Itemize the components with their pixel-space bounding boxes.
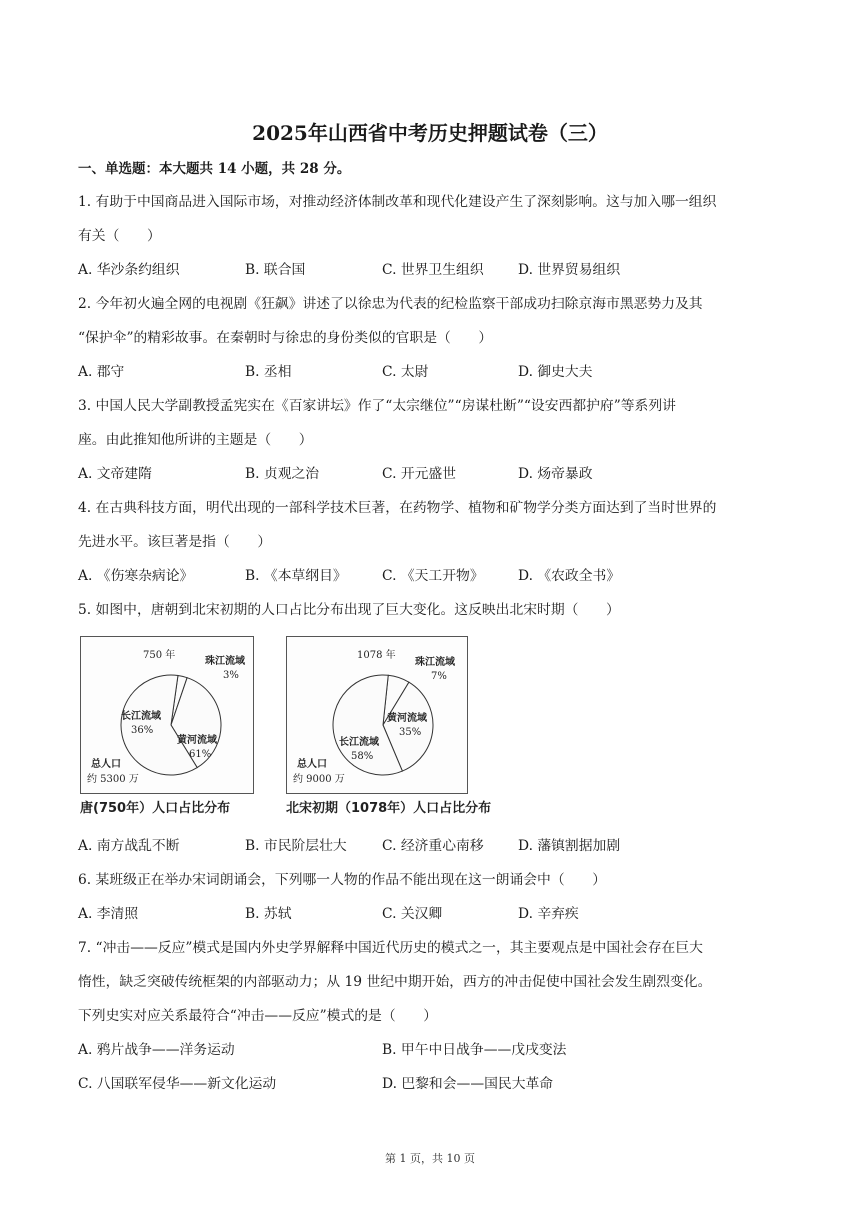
pie-1-slice-label-2: 黄河流域 [177, 735, 217, 746]
question-2-option-c[interactable]: C. 太尉 [382, 364, 429, 380]
question-3-line-1: 3. 中国人民大学副教授孟宪实在《百家讲坛》作了“太宗继位”“房谋杜断”“设安西都护府”等系列讲 [78, 398, 676, 414]
pie-1-slice-pct-2: 61% [189, 749, 212, 760]
question-1-option-d[interactable]: D. 世界贸易组织 [518, 262, 621, 278]
question-7-line-3: 下列史实对应关系最符合“冲击——反应”模式的是（ ） [78, 1008, 438, 1024]
question-1-option-b[interactable]: B. 联合国 [245, 262, 306, 278]
question-4-option-b[interactable]: B. 《本草纲目》 [245, 568, 347, 584]
question-5-option-d[interactable]: D. 藩镇割据加剧 [518, 838, 621, 854]
question-2-option-d[interactable]: D. 御史大夫 [518, 364, 593, 380]
question-5-line-1: 5. 如图中，唐朝到北宋初期的人口占比分布出现了巨大变化。这反映出北宋时期（ ） [78, 602, 620, 618]
pie-2-slice-label-1: 黄河流域 [387, 713, 427, 724]
question-7-option-d[interactable]: D. 巴黎和会——国民大革命 [382, 1076, 554, 1092]
pie-2-slice-pct-0: 7% [431, 671, 447, 682]
question-5-option-b[interactable]: B. 市民阶层壮大 [245, 838, 347, 854]
question-7-option-c[interactable]: C. 八国联军侵华——新文化运动 [78, 1076, 277, 1092]
question-2-option-b[interactable]: B. 丞相 [245, 364, 292, 380]
question-7-option-a[interactable]: A. 鸦片战争——洋务运动 [78, 1042, 235, 1058]
page-footer: 第 1 页，共 10 页 [385, 1152, 475, 1165]
question-4-option-c[interactable]: C. 《天工开物》 [382, 568, 484, 584]
page-title: 2025年山西省中考历史押题试卷（三） [252, 121, 608, 145]
pie-2-caption: 北宋初期（1078年）人口占比分布 [286, 801, 492, 816]
pie-chart-song-svg [287, 637, 467, 793]
pie-1-total-label: 总人口 [91, 759, 121, 770]
question-3-option-d[interactable]: D. 炀帝暴政 [518, 466, 593, 482]
question-6-option-c[interactable]: C. 关汉卿 [382, 906, 443, 922]
question-1-option-a[interactable]: A. 华沙条约组织 [78, 262, 180, 278]
pie-2-slice-label-0: 珠江流域 [415, 657, 455, 668]
pie-2-slice-pct-2: 58% [351, 751, 374, 762]
question-7-line-1: 7. “冲击——反应”模式是国内外史学界解释中国近代历史的模式之一，其主要观点是中国社会存在巨大 [78, 940, 703, 956]
question-3-option-b[interactable]: B. 贞观之治 [245, 466, 320, 482]
pie-2-slice-label-2: 长江流域 [339, 737, 379, 748]
pie-chart-tang-svg [81, 637, 253, 793]
question-3-line-2: 座。由此推知他所讲的主题是（ ） [78, 432, 313, 448]
question-5-option-a[interactable]: A. 南方战乱不断 [78, 838, 180, 854]
pie-2-total-label: 总人口 [297, 759, 327, 770]
section-heading: 一、单选题：本大题共 14 小题，共 28 分。 [78, 161, 351, 177]
pie-2-total-value: 约 9000 万 [293, 774, 345, 785]
question-1-option-c[interactable]: C. 世界卫生组织 [382, 262, 484, 278]
question-3-option-c[interactable]: C. 开元盛世 [382, 466, 457, 482]
pie-chart-tang [80, 636, 254, 794]
pie-2-slices [333, 675, 433, 775]
question-6-option-a[interactable]: A. 李清照 [78, 906, 139, 922]
question-2-option-a[interactable]: A. 郡守 [78, 364, 125, 380]
pie-1-year-label: 750 年 [143, 650, 176, 661]
question-4-line-2: 先进水平。该巨著是指（ ） [78, 534, 272, 550]
question-4-option-d[interactable]: D. 《农政全书》 [518, 568, 621, 584]
question-2-line-1: 2. 今年初火遍全网的电视剧《狂飙》讲述了以徐忠为代表的纪检监察干部成功扫除京海市黑恶势力及其 [78, 296, 703, 312]
pie-1-slice-label-1: 长江流域 [121, 711, 161, 722]
question-6-line-1: 6. 某班级正在举办宋词朗诵会，下列哪一人物的作品不能出现在这一朗诵会中（ ） [78, 872, 607, 888]
question-6-option-d[interactable]: D. 辛弃疾 [518, 906, 579, 922]
question-1-line-2: 有关（ ） [78, 228, 161, 244]
pie-2-slice-pct-1: 35% [399, 727, 422, 738]
pie-2-year-label: 1078 年 [357, 650, 396, 661]
question-4-option-a[interactable]: A. 《伤寒杂病论》 [78, 568, 194, 584]
question-7-option-b[interactable]: B. 甲午中日战争——戊戌变法 [382, 1042, 567, 1058]
question-4-line-1: 4. 在古典科技方面，明代出现的一部科学技术巨著，在药物学、植物和矿物学分类方面达到了当时世界的 [78, 500, 717, 516]
pie-1-caption: 唐(750年）人口占比分布 [80, 801, 231, 816]
pie-1-slice-pct-1: 36% [131, 725, 154, 736]
question-6-option-b[interactable]: B. 苏轼 [245, 906, 292, 922]
question-7-line-2: 惰性，缺乏突破传统框架的内部驱动力；从 19 世纪中期开始，西方的冲击促使中国社会发生剧烈变化。 [78, 974, 712, 990]
question-1-line-1: 1. 有助于中国商品进入国际市场，对推动经济体制改革和现代化建设产生了深刻影响。这与加入哪一组织 [78, 194, 717, 210]
pie-1-slice-label-0: 珠江流域 [205, 656, 245, 667]
pie-1-total-value: 约 5300 万 [87, 774, 139, 785]
pie-chart-song [286, 636, 468, 794]
question-2-line-2: “保护伞”的精彩故事。在秦朝时与徐忠的身份类似的官职是（ ） [78, 330, 493, 346]
question-3-option-a[interactable]: A. 文帝建隋 [78, 466, 152, 482]
question-5-option-c[interactable]: C. 经济重心南移 [382, 838, 484, 854]
pie-1-slice-pct-0: 3% [223, 670, 239, 681]
